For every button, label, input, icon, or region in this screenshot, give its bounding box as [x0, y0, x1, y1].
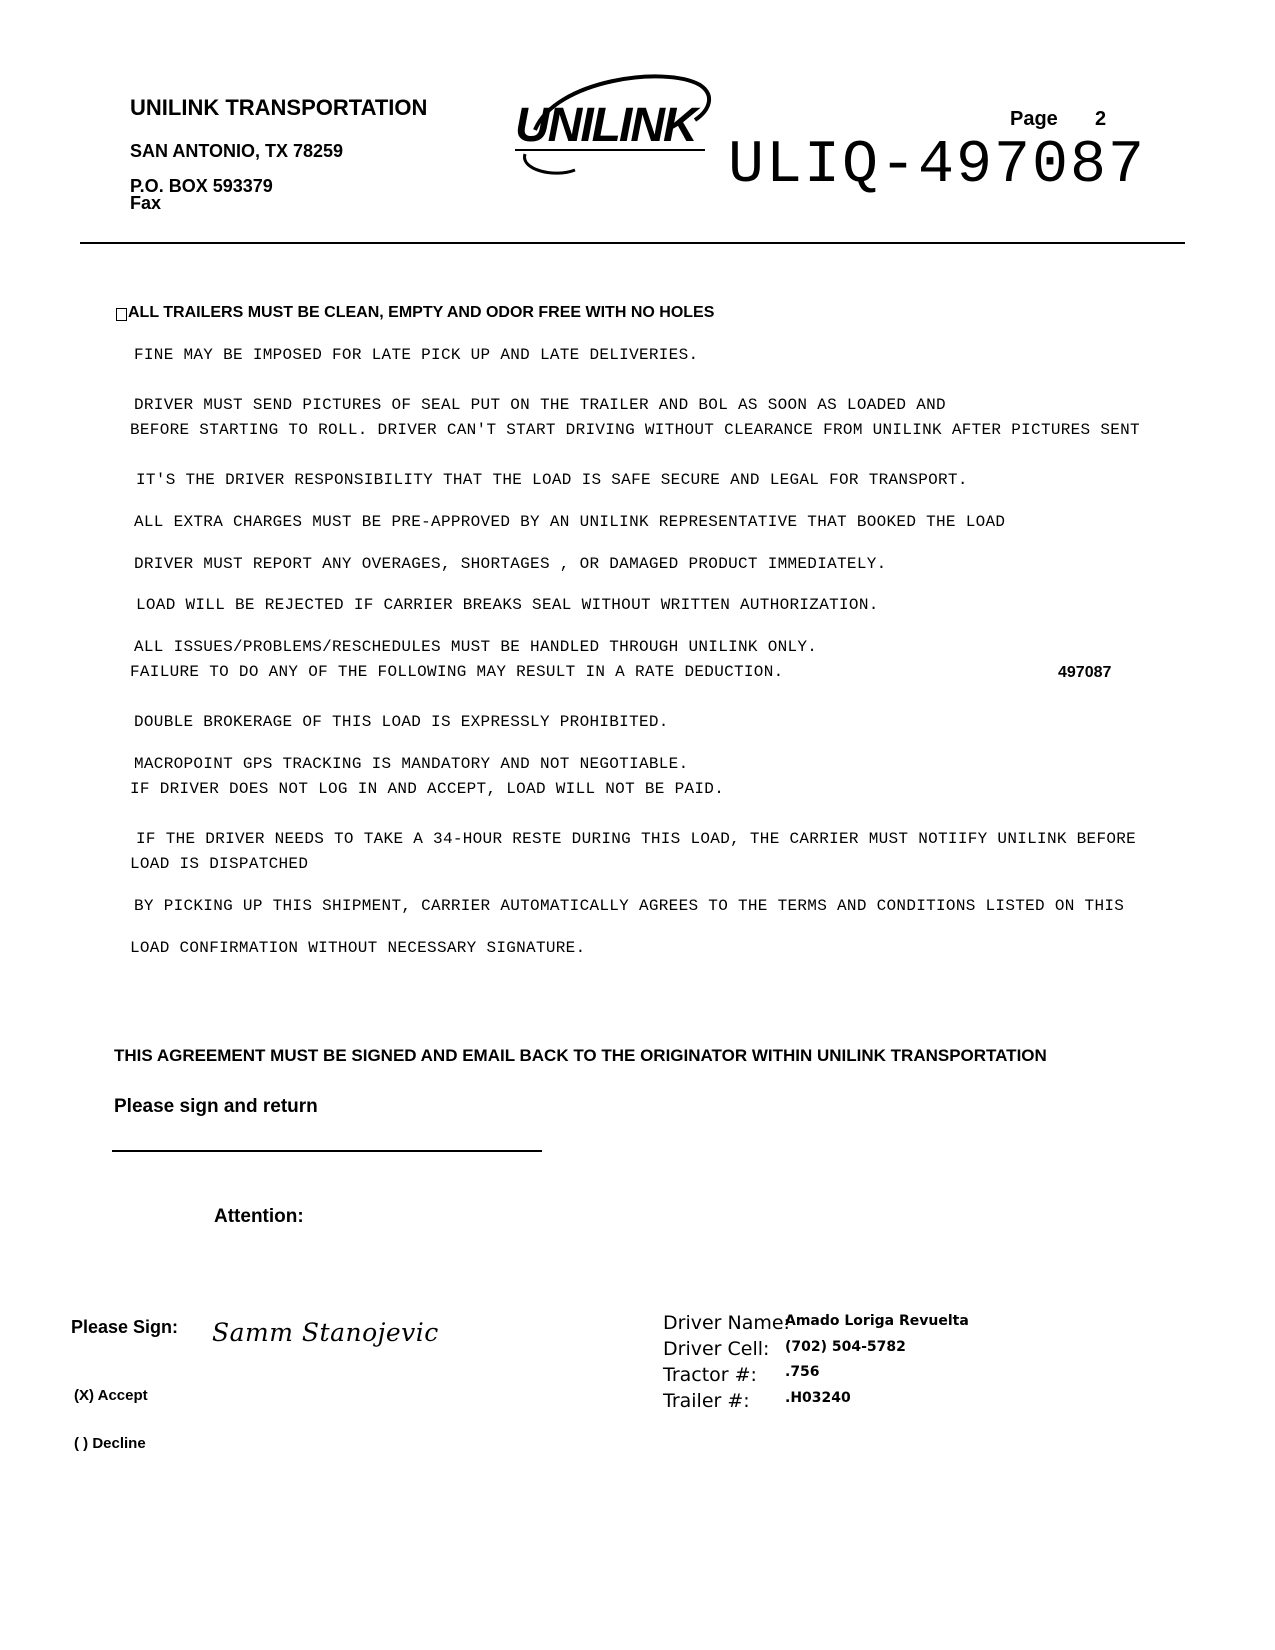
unilink-logo [515, 70, 735, 190]
decline-option[interactable]: ( ) Decline [74, 1435, 146, 1452]
attention-label: Attention: [214, 1206, 304, 1227]
terms-line: BEFORE STARTING TO ROLL. DRIVER CAN'T START DRIVING WITHOUT CLEARANCE FROM UNILINK AFTER PICTURES SENT [130, 421, 1140, 439]
terms-line: ALL EXTRA CHARGES MUST BE PRE-APPROVED BY AN UNILINK REPRESENTATIVE THAT BOOKED THE LOAD [134, 513, 1006, 531]
terms-line: BY PICKING UP THIS SHIPMENT, CARRIER AUTOMATICALLY AGREES TO THE TERMS AND CONDITIONS LISTED ON THIS [134, 897, 1125, 915]
terms-line: ALL ISSUES/PROBLEMS/RESCHEDULES MUST BE HANDLED THROUGH UNILINK ONLY. [134, 638, 818, 656]
header-divider [80, 242, 1185, 244]
reference-number: 497087 [1058, 664, 1112, 681]
please-sign-label: Please Sign: [71, 1317, 179, 1337]
company-name: UNILINK TRANSPORTATION [130, 95, 428, 120]
page-label: Page [1010, 108, 1058, 130]
logo-wordmark: UNILINK [515, 99, 696, 152]
terms-line: IF THE DRIVER NEEDS TO TAKE A 34-HOUR RESTE DURING THIS LOAD, THE CARRIER MUST NOTIIFY UNILINK BEFORE [136, 830, 1137, 848]
trailer-value: .H03240 [785, 1390, 851, 1406]
sign-return-label: Please sign and return [114, 1096, 318, 1117]
driver-cell-label: Driver Cell: [663, 1338, 770, 1360]
page-number: 2 [1095, 108, 1107, 130]
terms-line: DOUBLE BROKERAGE OF THIS LOAD IS EXPRESSLY PROHIBITED. [134, 713, 669, 731]
terms-line: LOAD IS DISPATCHED [130, 855, 309, 873]
terms-line: IF DRIVER DOES NOT LOG IN AND ACCEPT, LOAD WILL NOT BE PAID. [130, 780, 725, 798]
checkbox-icon [116, 308, 127, 321]
tractor-value: .756 [785, 1364, 820, 1380]
terms-line: LOAD CONFIRMATION WITHOUT NECESSARY SIGNATURE. [130, 939, 586, 957]
tractor-label: Tractor #: [663, 1364, 757, 1386]
signature: Samm Stanojevic [212, 1318, 439, 1347]
terms-line: FAILURE TO DO ANY OF THE FOLLOWING MAY RESULT IN A RATE DEDUCTION. [130, 663, 784, 681]
driver-name-label: Driver Name: [663, 1312, 790, 1334]
agreement-notice: THIS AGREEMENT MUST BE SIGNED AND EMAIL BACK TO THE ORIGINATOR WITHIN UNILINK TRANSPORTATION [114, 1046, 1047, 1065]
company-city-line: SAN ANTONIO, TX 78259 [130, 141, 344, 161]
terms-line: MACROPOINT GPS TRACKING IS MANDATORY AND NOT NEGOTIABLE. [134, 755, 689, 773]
driver-cell-value: (702) 504-5782 [785, 1339, 906, 1355]
signature-line [112, 1150, 542, 1152]
terms-line: IT'S THE DRIVER RESPONSIBILITY THAT THE LOAD IS SAFE SECURE AND LEGAL FOR TRANSPORT. [136, 471, 968, 489]
company-po-box: P.O. BOX 593379 [130, 176, 273, 196]
terms-line: LOAD WILL BE REJECTED IF CARRIER BREAKS SEAL WITHOUT WRITTEN AUTHORIZATION. [136, 596, 879, 614]
document-id: ULIQ-497087 [728, 132, 1147, 200]
accept-option[interactable]: (X) Accept [74, 1387, 148, 1404]
terms-line: DRIVER MUST REPORT ANY OVERAGES, SHORTAGES , OR DAMAGED PRODUCT IMMEDIATELY. [134, 555, 887, 573]
company-fax-label: Fax [130, 193, 162, 213]
terms-line: FINE MAY BE IMPOSED FOR LATE PICK UP AND LATE DELIVERIES. [134, 346, 699, 364]
driver-name-value: Amado Loriga Revuelta [785, 1313, 969, 1329]
terms-line: DRIVER MUST SEND PICTURES OF SEAL PUT ON THE TRAILER AND BOL AS SOON AS LOADED AND [134, 396, 946, 414]
trailer-label: Trailer #: [663, 1390, 750, 1412]
terms-heading: ALL TRAILERS MUST BE CLEAN, EMPTY AND ODOR FREE WITH NO HOLES [128, 304, 715, 321]
